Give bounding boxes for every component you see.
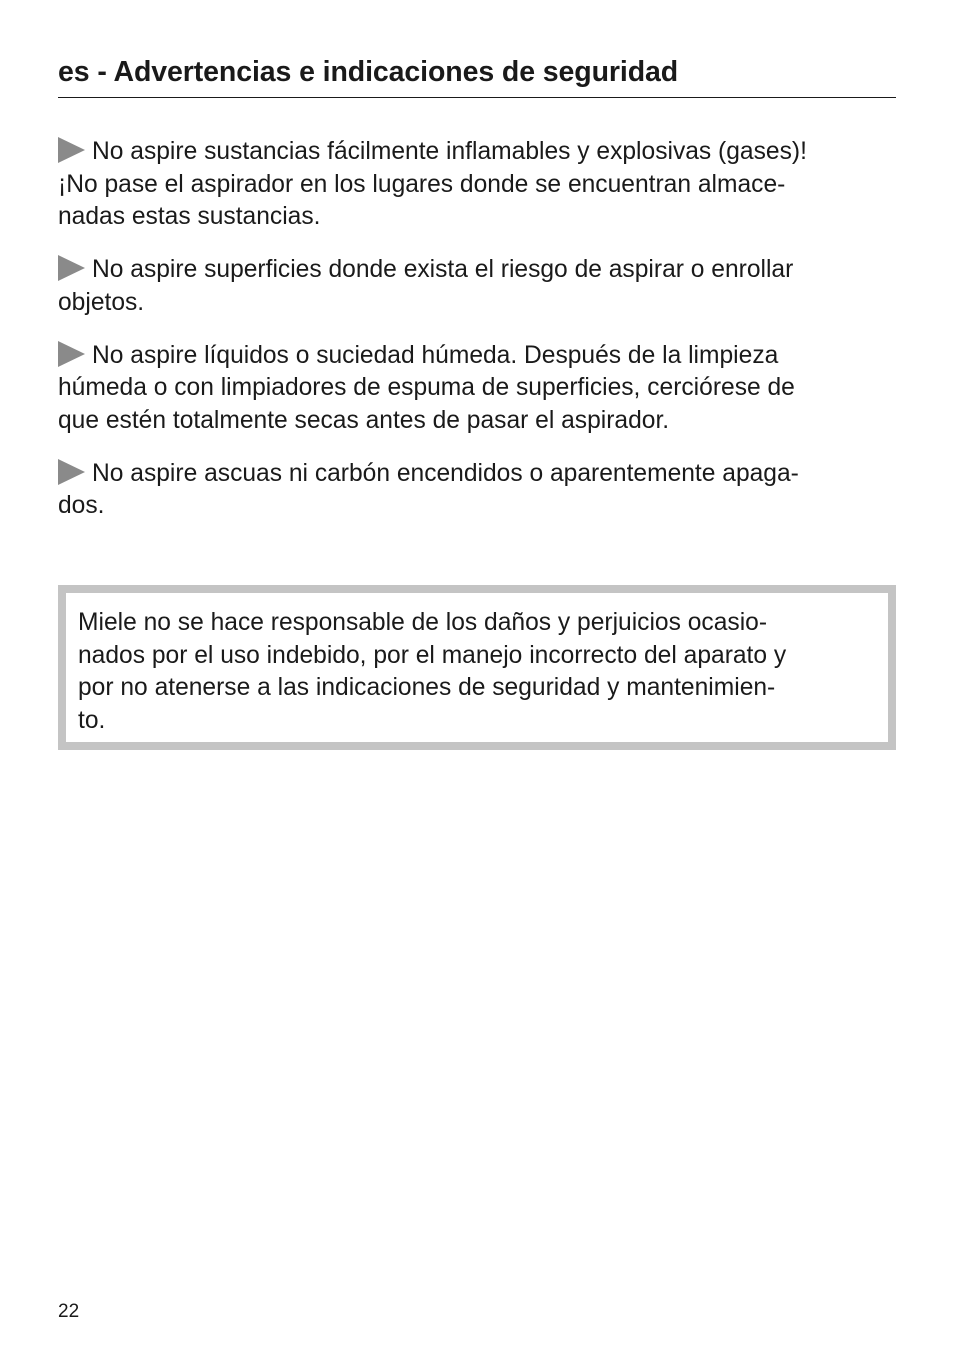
warning-line: que estén totalmente secas antes de pasar el aspirador.	[58, 406, 670, 434]
warning-line: No aspire ascuas ni carbón encendidos o aparentemente apaga-	[92, 459, 799, 487]
arrow-right-icon	[58, 341, 85, 367]
page-title: es - Advertencias e indicaciones de seguridad	[58, 56, 679, 88]
page-number: 22	[58, 1301, 80, 1322]
warning-line: dos.	[58, 492, 105, 520]
warning-line: No aspire líquidos o suciedad húmeda. Después de la limpieza	[92, 341, 779, 369]
warning-line: No aspire superficies donde exista el riesgo de aspirar o enrollar	[92, 256, 794, 284]
warning-line: ¡No pase el aspirador en los lugares donde se encuentran almace-	[58, 170, 786, 198]
warning-item	[58, 340, 900, 438]
warning-line: nadas estas sustancias.	[58, 203, 321, 231]
notice-line: por no atenerse a las indicaciones de seguridad y mantenimien-	[78, 674, 776, 702]
notice-line: Miele no se hace responsable de los daños y perjuicios ocasio-	[78, 609, 768, 636]
arrow-right-icon	[58, 137, 85, 163]
warning-item	[58, 254, 900, 319]
arrow-right-icon	[58, 255, 85, 281]
notice-line: nados por el uso indebido, por el manejo incorrecto del aparato y	[78, 641, 787, 669]
warning-line: No aspire sustancias fácilmente inflamables y explosivas (gases)!	[92, 138, 807, 165]
liability-notice-text	[78, 607, 888, 738]
warning-item	[58, 136, 900, 234]
warning-list	[58, 136, 900, 543]
title-divider	[58, 97, 896, 98]
liability-notice-box	[58, 585, 896, 750]
arrow-right-icon	[58, 459, 85, 485]
warning-line: húmeda o con limpiadores de espuma de superficies, cerciórese de	[58, 374, 795, 402]
warning-item	[58, 458, 900, 523]
warning-line: objetos.	[58, 288, 145, 316]
notice-line: to.	[78, 707, 106, 735]
